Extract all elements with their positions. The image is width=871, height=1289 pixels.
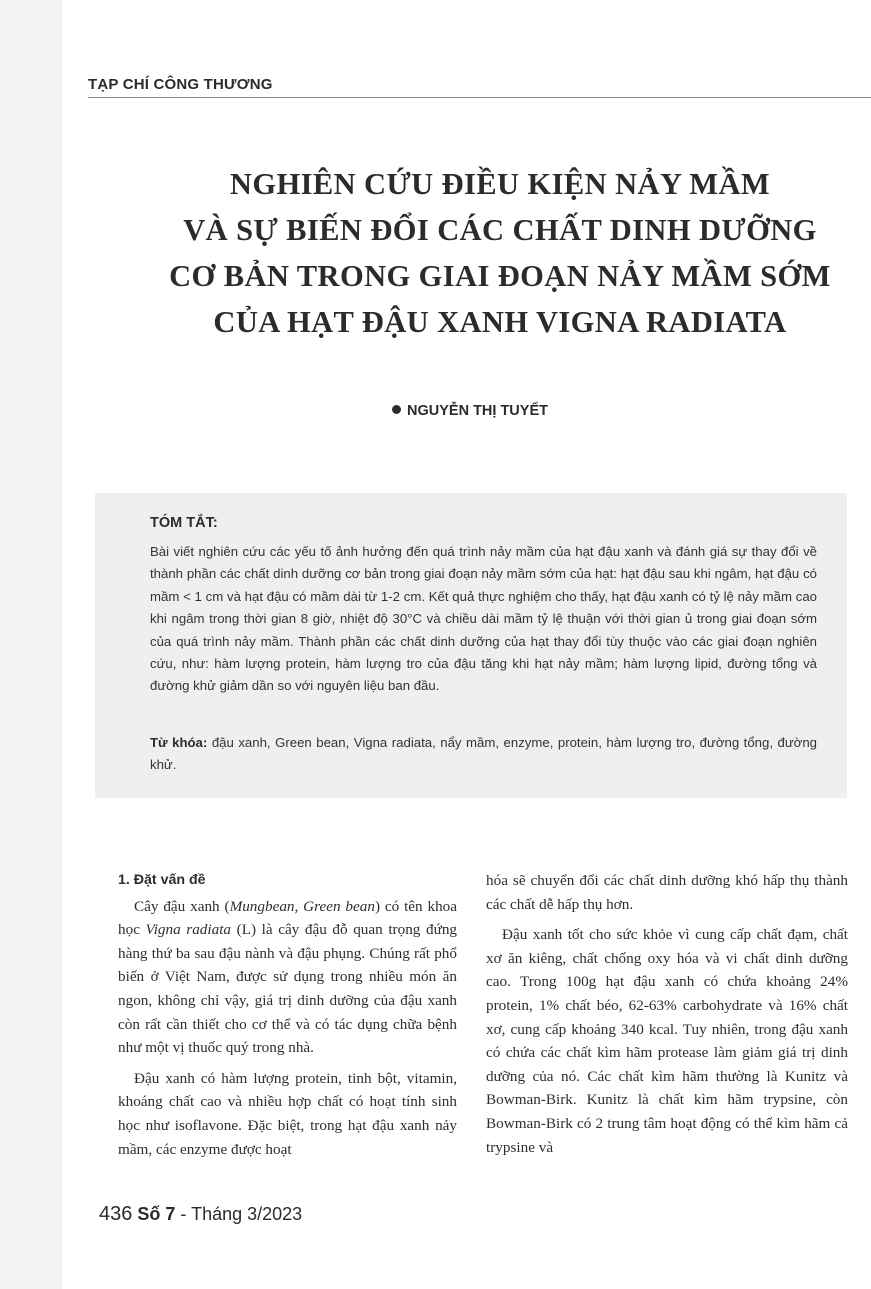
abstract-text: Bài viết nghiên cứu các yếu tố ảnh hưởng đến quá trình nảy mầm của hạt đậu xanh và đánh giá sự thay đổi về thành phần các chất dinh dưỡng cơ bản trong giai đoạn nảy mầm sớm của hạt: hạt đậu sau khi ngâm, hạt đậu có mầm < 1 cm và hạt đậu có mầm dài từ 1-2 cm. Kết quả thực nghiệm cho thấy, hạt đậu xanh có tỷ lệ nảy mầm cao khi ngâm trong thời gian 8 giờ, nhiệt độ 30°C và chiều dài mầm tỷ lệ thuận với thời gian ủ trong giai đoạn sớm của quá trình nảy mầm. Thành phần các chất dinh dưỡng của hạt thay đổi tùy thuộc vào các giai đoạn nghiên cứu, như: hàm lượng protein, hàm lượng tro của đậu tăng khi hạt nảy mầm; hàm lượng lipid, đường tổng và đường khử giảm dần so với nguyên liệu ban đầu. bbox=[150, 544, 817, 694]
paragraph bbox=[118, 895, 457, 1060]
keywords-text: đậu xanh, Green bean, Vigna radiata, nẩy mầm, enzyme, protein, hàm lượng tro, đường tổng, đường khử. bbox=[150, 735, 817, 773]
body-column-left bbox=[118, 869, 457, 1168]
italic-term: Vigna radiata bbox=[145, 921, 232, 939]
issue-date: - Tháng 3/2023 bbox=[175, 1204, 303, 1224]
section-heading: 1. Đặt vấn đề bbox=[118, 872, 206, 888]
author-line bbox=[0, 403, 871, 419]
title-line: CƠ BẢN TRONG GIAI ĐOẠN NẢY MẦM SỚM bbox=[169, 259, 831, 293]
title-line: VÀ SỰ BIẾN ĐỔI CÁC CHẤT DINH DƯỠNG bbox=[183, 213, 817, 247]
paragraph: hóa sẽ chuyển đổi các chất dinh dưỡng khó hấp thụ thành các chất dễ hấp thụ hơn. bbox=[486, 872, 848, 913]
paragraph: Đậu xanh tốt cho sức khỏe vì cung cấp chất đạm, chất xơ ăn kiêng, chất chống oxy hóa và vi chất dinh dưỡng cao. Trong 100g hạt đậu xanh có chứa khoảng 24% protein, 1% chất béo, 62-63% carbohydrate và 16% chất xơ, cung cấp khoảng 340 kcal. Tuy nhiên, trong đậu xanh có chứa các chất kìm hãm protease làm giảm giá trị dinh dưỡng của nó. Các chất kìm hãm thường là Kunitz và Bowman-Birk. Kunitz là chất kìm hãm trypsine, còn Bowman-Birk có 2 trung tâm hoạt động có thể kìm hãm cả trypsine và bbox=[486, 926, 848, 1156]
italic-term: Mungbean, Green bean bbox=[229, 897, 375, 915]
title-line: CỦA HẠT ĐẬU XANH VIGNA RADIATA bbox=[213, 305, 787, 339]
keywords-label: Từ khóa: bbox=[150, 735, 208, 750]
page-number: 436 bbox=[99, 1203, 133, 1225]
journal-name: TẠP CHÍ CÔNG THƯƠNG bbox=[88, 76, 273, 93]
issue-number: Số 7 bbox=[137, 1204, 176, 1224]
text-run: ) có tên khoa học bbox=[118, 897, 457, 939]
author-name: NGUYỄN THỊ TUYẾT bbox=[407, 403, 548, 419]
body-column-right bbox=[486, 869, 848, 1166]
text-run: (L) là cây đậu đỗ quan trọng đứng hàng thứ ba sau đậu nành và đậu phụng. Chúng rất phổ biến ở Việt Nam, được sử dụng trong nhiều món ăn ngon, không chỉ vậy, giá trị dinh dưỡng của đậu xanh còn rất cần thiết cho cơ thể và có tác dụng chữa bệnh như một vị thuốc quý trong nhà. bbox=[118, 921, 458, 1057]
header-rule bbox=[88, 97, 871, 98]
paragraph: Đậu xanh có hàm lượng protein, tinh bột, vitamin, khoáng chất cao và nhiều hợp chất có hoạt tính sinh học như isoflavone. Đặc biệt, trong hạt đậu xanh nảy mầm, các enzyme được hoạt bbox=[118, 1069, 457, 1158]
bullet-dot-icon bbox=[392, 405, 401, 414]
left-margin-band bbox=[0, 0, 62, 1289]
abstract-heading: TÓM TẮT: bbox=[150, 515, 218, 531]
keywords bbox=[150, 732, 817, 777]
page-footer bbox=[99, 1203, 302, 1226]
text-run: Cây đậu xanh ( bbox=[134, 897, 230, 915]
article-title bbox=[90, 161, 871, 345]
title-line: NGHIÊN CỨU ĐIỀU KIỆN NẢY MẦM bbox=[229, 167, 771, 201]
